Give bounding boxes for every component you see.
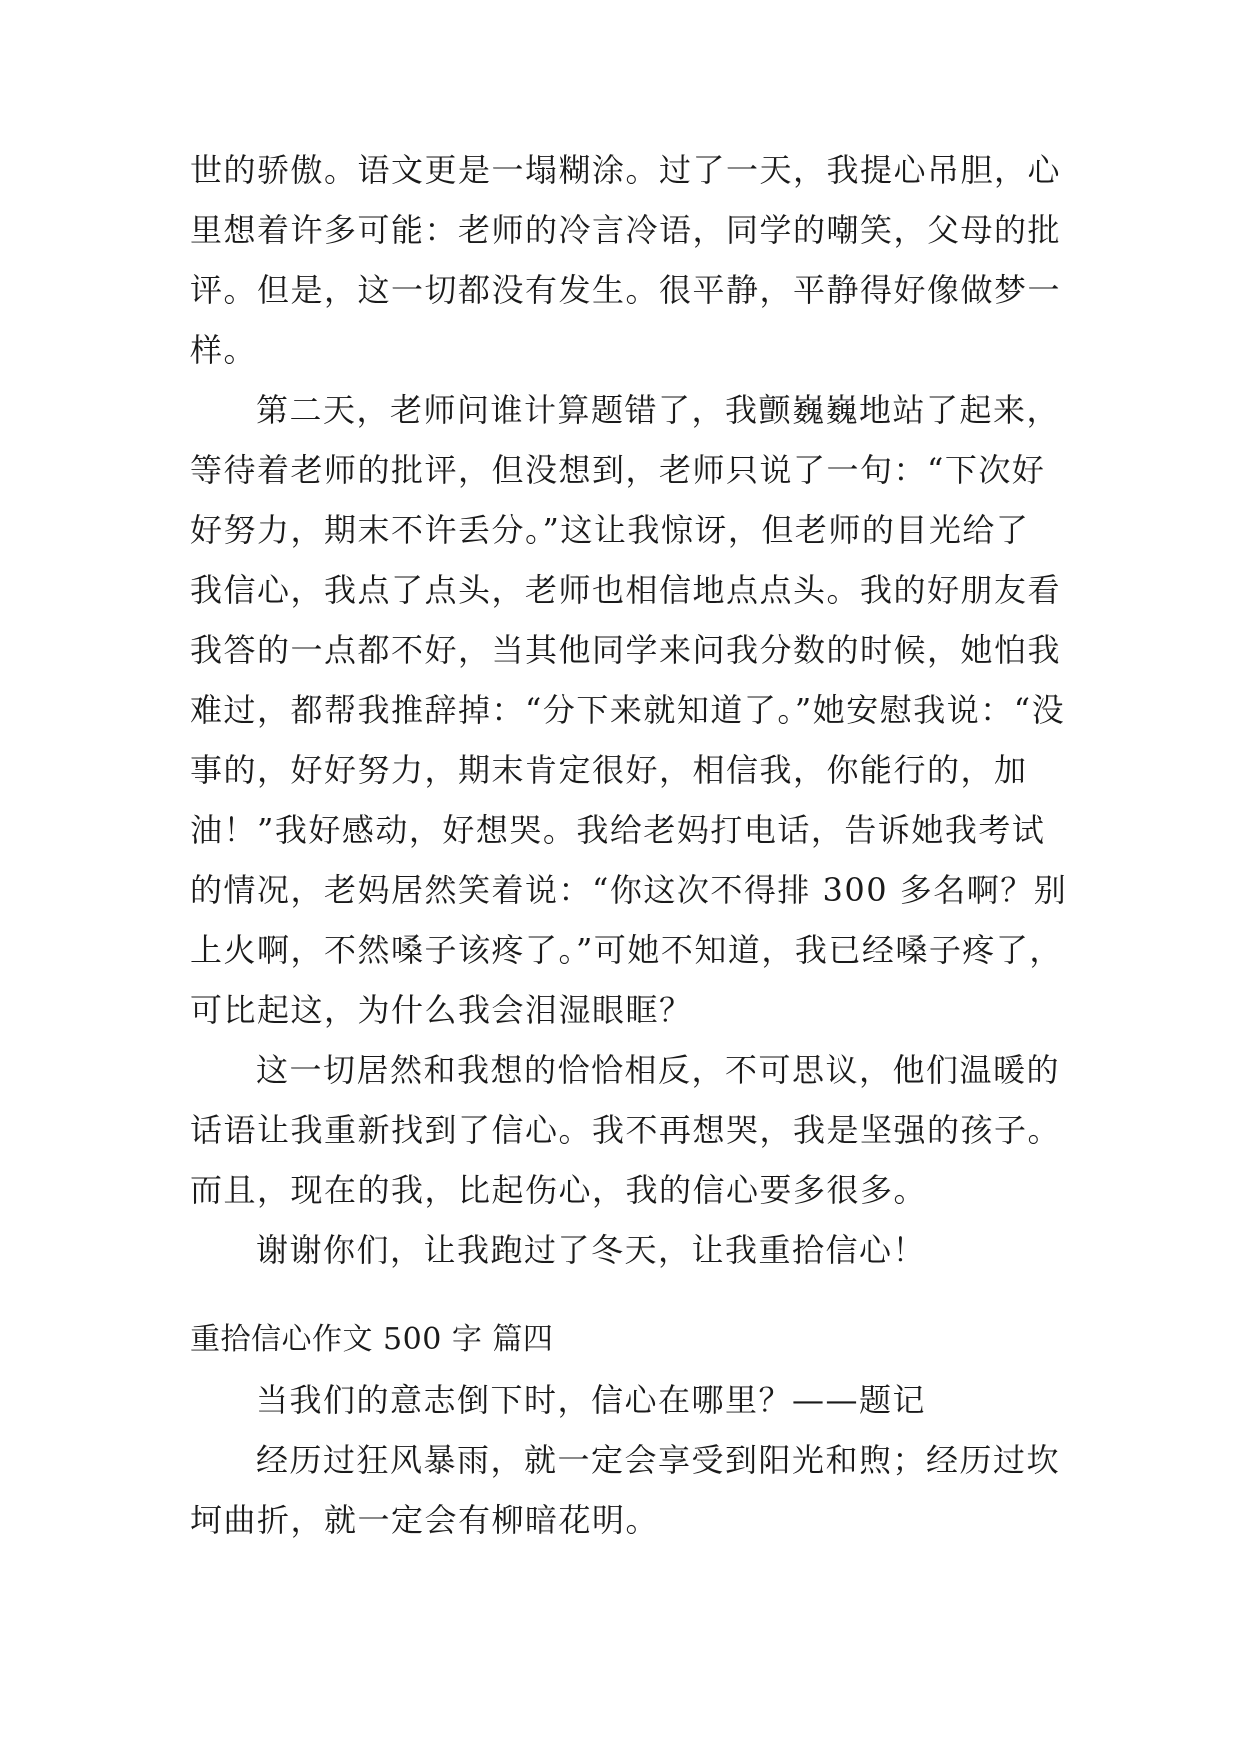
- paragraph-line: 的情况，老妈居然笑着说：“你这次不得排 300 多名啊？别: [190, 871, 1068, 909]
- paragraph-line: 第二天，老师问谁计算题错了，我颤巍巍地站了起来，: [256, 391, 1061, 429]
- paragraph-line: 世的骄傲。语文更是一塌糊涂。过了一天，我提心吊胆，心: [190, 151, 1062, 189]
- paragraph-line: 可比起这，为什么我会泪湿眼眶？: [190, 991, 693, 1029]
- paragraph-line: 经历过狂风暴雨，就一定会享受到阳光和煦；经历过坎: [256, 1441, 1061, 1479]
- epigraph-line: 当我们的意志倒下时，信心在哪里？——题记: [256, 1381, 927, 1419]
- paragraph-line: 我答的一点都不好，当其他同学来问我分数的时候，她怕我: [190, 631, 1062, 669]
- paragraph-line: 上火啊，不然嗓子该疼了。”可她不知道，我已经嗓子疼了，: [190, 931, 1063, 969]
- paragraph-line: 油！”我好感动，好想哭。我给老妈打电话，告诉她我考试: [190, 811, 1046, 849]
- paragraph-line: 评。但是，这一切都没有发生。很平静，平静得好像做梦一: [190, 271, 1062, 309]
- paragraph-line: 话语让我重新找到了信心。我不再想哭，我是坚强的孩子。: [190, 1111, 1062, 1149]
- paragraph-line: 里想着许多可能：老师的冷言冷语，同学的嘲笑，父母的批: [190, 211, 1062, 249]
- paragraph-line: 谢谢你们，让我跑过了冬天，让我重拾信心！: [256, 1231, 927, 1269]
- paragraph-line: 等待着老师的批评，但没想到，老师只说了一句：“下次好: [190, 451, 1046, 489]
- paragraph-line: 好努力，期末不许丢分。”这让我惊讶，但老师的目光给了: [190, 511, 1030, 549]
- paragraph-line: 这一切居然和我想的恰恰相反，不可思议，他们温暖的: [256, 1051, 1061, 1089]
- section-heading: 重拾信心作文 500 字 篇四: [190, 1322, 554, 1357]
- paragraph-line: 坷曲折，就一定会有柳暗花明。: [190, 1501, 660, 1539]
- paragraph-line: 我信心，我点了点头，老师也相信地点点头。我的好朋友看: [190, 571, 1062, 609]
- paragraph-line: 而且，现在的我，比起伤心，我的信心要多很多。: [190, 1171, 928, 1209]
- paragraph-line: 事的，好好努力，期末肯定很好，相信我，你能行的，加: [190, 751, 1028, 789]
- paragraph-line: 难过，都帮我推辞掉：“分下来就知道了。”她安慰我说：“没: [190, 691, 1066, 729]
- paragraph-line: 样。: [190, 331, 258, 369]
